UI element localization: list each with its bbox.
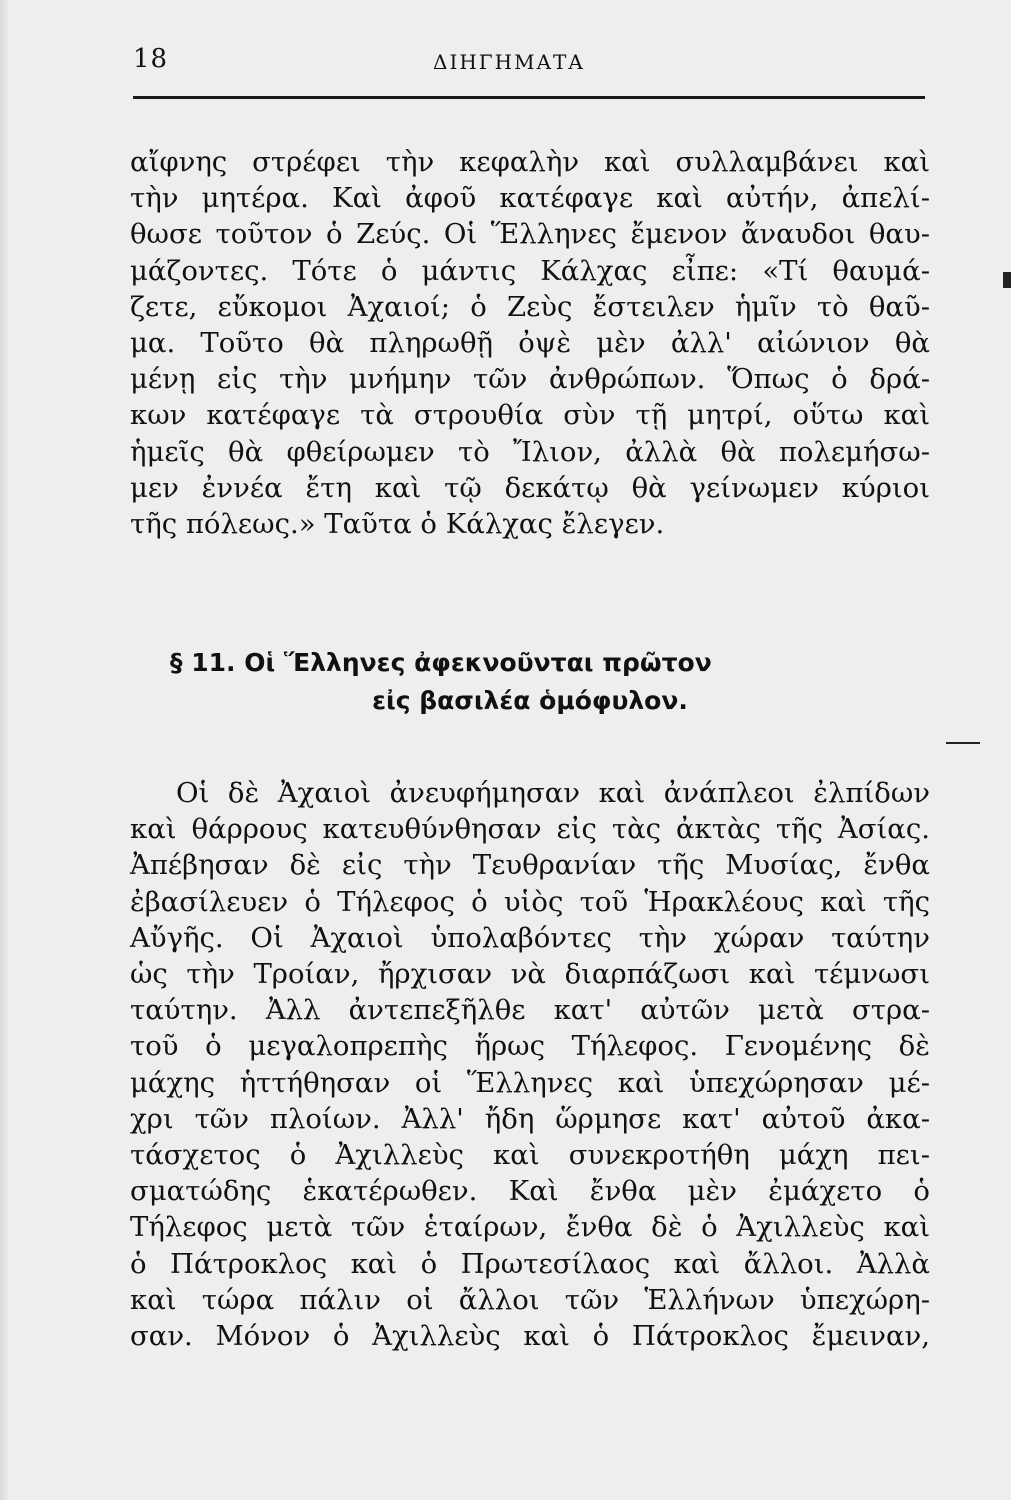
text-line: κων κατέφαγε τὰ στρουθία σὺν τῇ μητρί, οὕτω καὶ <box>130 399 930 432</box>
text-line: ὡς τὴν Τροίαν, ἤρχισαν νὰ διαρπάζωσι καὶ τέμνωσι <box>130 958 930 991</box>
text-line: Οἱ δὲ Ἀχαιοὶ ἀνευφήμησαν καὶ ἀνάπλεοι ἐλπίδων <box>176 777 930 809</box>
text-line: ἐβασίλευεν ὁ Τήλεφος ὁ υἱὸς τοῦ Ἡρακλέους καὶ τῆς <box>130 885 930 918</box>
text-line: Ἀπέβησαν δὲ εἰς τὴν Τευθρανίαν τῆς Μυσίας, ἔνθα <box>130 849 930 882</box>
text-line: καὶ τώρα πάλιν οἱ ἄλλοι τῶν Ἑλλήνων ὑπεχώρη- <box>130 1283 930 1316</box>
text-line: τάσχετος ὁ Ἀχιλλεὺς καὶ συνεκροτήθη μάχη πει- <box>130 1139 930 1172</box>
text-line: μένῃ εἰς τὴν μνήμην τῶν ἀνθρώπων. Ὅπως ὁ δρά- <box>130 363 930 396</box>
text-line: μάζοντες. Τότε ὁ μάντις Κάλχας εἶπε: «Τί θαυμά- <box>130 254 930 287</box>
text-line: αἴφνης στρέφει τὴν κεφαλὴν καὶ συλλαμβάνει καὶ <box>130 146 930 178</box>
text-line: μα. Τοῦτο θὰ πληρωθῇ ὀψὲ μὲν ἀλλ' αἰώνιον θὰ <box>130 327 930 360</box>
page-number: 18 <box>133 44 169 74</box>
paragraph-2 <box>130 775 930 1354</box>
text-line: Τήλεφος μετὰ τῶν ἑταίρων, ἔνθα δὲ ὁ Ἀχιλλεὺς καὶ <box>130 1211 930 1244</box>
text-line: ὁ Πάτροκλος καὶ ὁ Πρωτεσίλαος καὶ ἄλλοι. Ἀλλὰ <box>130 1247 930 1280</box>
text-line: τὴν μητέρα. Καὶ ἀφοῦ κατέφαγε καὶ αὐτήν, ἀπελί- <box>130 182 930 215</box>
text-line: καὶ θάρρους κατευθύνθησαν εἰς τὰς ἀκτὰς τῆς Ἀσίας. <box>130 813 930 846</box>
section-heading-line-1: § 11. Οἱ Ἕλληνες ἀφεκνοῦνται πρῶτον <box>170 648 712 677</box>
text-line: τοῦ ὁ μεγαλοπρεπὴς ἥρως Τήλεφος. Γενομένης δὲ <box>130 1030 930 1063</box>
text-line: χρι τῶν πλοίων. Ἀλλ' ἤδη ὥρμησε κατ' αὐτοῦ ἀκα- <box>130 1102 930 1135</box>
text-line: τῆς πόλεως.» Ταῦτα ὁ Κάλχας ἔλεγεν. <box>130 508 665 541</box>
running-title: ΔΙΗΓΗΜΑΤΑ <box>433 50 585 74</box>
text-line: μεν ἐννέα ἔτη καὶ τῷ δεκάτῳ θὰ γείνωμεν κύριοι <box>130 471 930 504</box>
paragraph-1 <box>130 144 930 542</box>
text-line: μάχης ἡττήθησαν οἱ Ἕλληνες καὶ ὑπεχώρησαν μέ- <box>130 1066 930 1099</box>
page-shadow-edge <box>0 0 10 1500</box>
text-line: ζετε, εὔκομοι Ἀχαιοί; ὁ Ζεὺς ἔστειλεν ἡμῖν τὸ θαῦ- <box>130 290 930 323</box>
header-rule <box>133 96 925 99</box>
text-line: θωσε τοῦτον ὁ Ζεύς. Οἱ Ἕλληνες ἔμενον ἄναυδοι θαυ- <box>130 218 930 251</box>
page-header <box>133 44 925 84</box>
text-line: Αὔγῆς. Οἱ Ἀχαιοὶ ὑπολαβόντες τὴν χώραν ταύτην <box>130 921 930 954</box>
section-heading-line-2: εἰς βασιλέα ὁμόφυλον. <box>372 686 688 715</box>
text-line: ἡμεῖς θὰ φθείρωμεν τὸ Ἴλιον, ἀλλὰ θὰ πολεμήσω- <box>130 435 930 468</box>
section-heading <box>130 644 930 720</box>
margin-mark <box>946 742 980 744</box>
text-line: σαν. Μόνον ὁ Ἀχιλλεὺς καὶ ὁ Πάτροκλος ἔμειναν, <box>130 1320 930 1353</box>
margin-mark <box>1003 272 1011 288</box>
text-line: ταύτην. Ἀλλ ἀντεπεξῆλθε κατ' αὐτῶν μετὰ στρα- <box>130 994 930 1027</box>
text-line: σματώδης ἑκατέρωθεν. Καὶ ἔνθα μὲν ἐμάχετο ὁ <box>130 1175 930 1208</box>
